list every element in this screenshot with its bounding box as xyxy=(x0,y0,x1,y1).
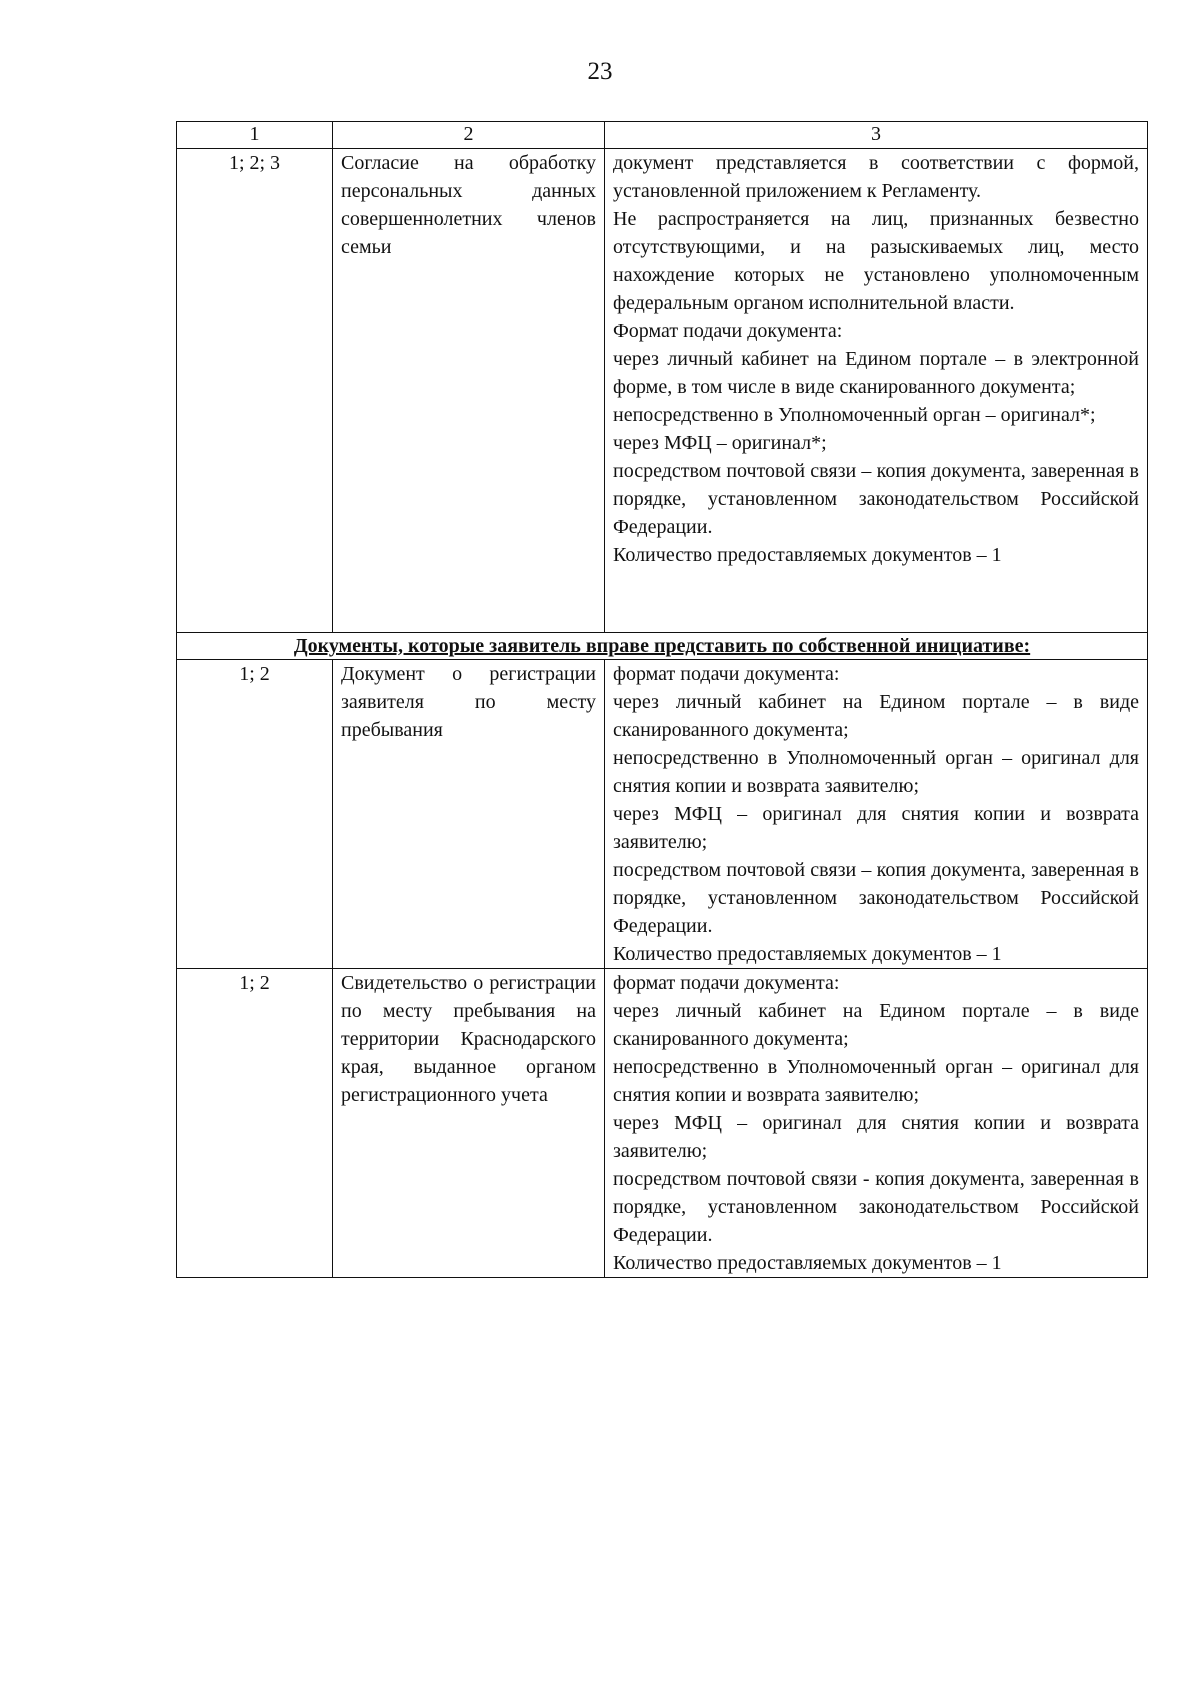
description-line: Не распространяется на лиц, признанных безвестно отсутствующими, и на разыскиваемых лиц, место нахождение которых не установлено уполномоченным федеральным органом исполнительной власти. xyxy=(613,208,1139,314)
description-line: через МФЦ – оригинал*; xyxy=(613,432,827,454)
description-line: непосредственно в Уполномоченный орган – оригинал для снятия копии и возврата заявителю; xyxy=(613,1056,1139,1106)
description-line: через МФЦ – оригинал для снятия копии и возврата заявителю; xyxy=(613,1112,1139,1162)
table-row xyxy=(177,969,1148,1278)
description-line: Формат подачи документа: xyxy=(613,320,843,342)
row-document-name: Документ о регистрации заявителя по месту пребывания xyxy=(333,660,605,969)
description-line: непосредственно в Уполномоченный орган – оригинал*; xyxy=(613,404,1096,426)
header-cell-1: 1 xyxy=(177,122,333,149)
documents-table xyxy=(176,121,1148,1278)
row-description xyxy=(605,660,1148,969)
document-count: Количество предоставляемых документов – 1 xyxy=(613,1252,1002,1274)
description-line: посредством почтовой связи - копия документа, заверенная в порядке, установленном законодательством Российской Федерации. xyxy=(613,1168,1139,1246)
row-categories: 1; 2 xyxy=(177,660,333,969)
description-line: посредством почтовой связи – копия документа, заверенная в порядке, установленном законодательством Российской Федерации. xyxy=(613,460,1139,538)
row-document-name: Свидетельство о регистрации по месту пребывания на территории Краснодарского края, выданное органом регистрационного учета xyxy=(333,969,605,1278)
description-line: через личный кабинет на Едином портале – в виде сканированного документа; xyxy=(613,691,1139,741)
row-categories: 1; 2 xyxy=(177,969,333,1278)
description-line: посредством почтовой связи – копия документа, заверенная в порядке, установленном законодательством Российской Федерации. xyxy=(613,859,1139,937)
section-title: Документы, которые заявитель вправе представить по собственной инициативе: xyxy=(177,633,1148,660)
section-row xyxy=(177,633,1148,660)
row-description xyxy=(605,969,1148,1278)
page-number: 23 xyxy=(587,58,613,85)
description-line: документ представляется в соответствии с формой, установленной приложением к Регламенту. xyxy=(613,152,1139,202)
row-description xyxy=(605,149,1148,633)
document-count: Количество предоставляемых документов – 1 xyxy=(613,544,1002,566)
description-line: формат подачи документа: xyxy=(613,972,840,994)
table-header-row xyxy=(177,122,1148,149)
row-categories: 1; 2; 3 xyxy=(177,149,333,633)
description-line: формат подачи документа: xyxy=(613,663,840,685)
row-document-name: Согласие на обработку персональных данных совершеннолетних членов семьи xyxy=(333,149,605,633)
document-count: Количество предоставляемых документов – 1 xyxy=(613,943,1002,965)
description-line: через МФЦ – оригинал для снятия копии и возврата заявителю; xyxy=(613,803,1139,853)
table-row xyxy=(177,149,1148,633)
header-cell-3: 3 xyxy=(605,122,1148,149)
description-line: через личный кабинет на Едином портале – в виде сканированного документа; xyxy=(613,1000,1139,1050)
header-cell-2: 2 xyxy=(333,122,605,149)
description-line: непосредственно в Уполномоченный орган – оригинал для снятия копии и возврата заявителю; xyxy=(613,747,1139,797)
table-row xyxy=(177,660,1148,969)
description-line: через личный кабинет на Едином портале – в электронной форме, в том числе в виде сканированного документа; xyxy=(613,348,1139,398)
